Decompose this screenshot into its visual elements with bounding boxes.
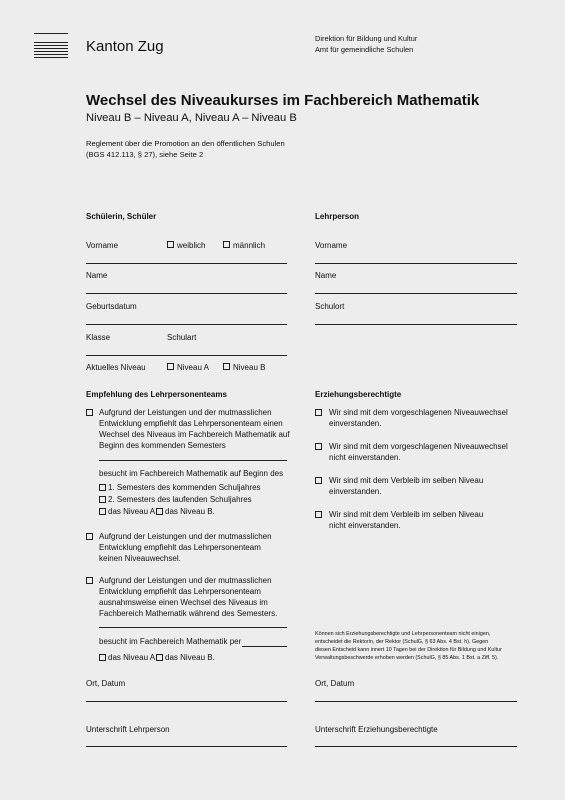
guardian-agree-change-checkbox[interactable] (315, 409, 322, 416)
current-niveau-a-label: Niveau A (177, 363, 210, 372)
target-niveau-b-label: das Niveau B. (165, 507, 215, 516)
klasse-label: Klasse (86, 333, 111, 342)
guardian-disagree-stay-checkbox[interactable] (315, 511, 322, 518)
recommend-no-change-text: Aufgrund der Leistungen und der mutmasslichen Entwicklung empfiehlt das Lehrpersonenteam keinen Niveauwechsel. (99, 532, 272, 563)
student-vorname-label: Vorname (86, 241, 119, 250)
schulart-label: Schulart (167, 333, 197, 342)
current-niveau-b-label: Niveau B (233, 363, 266, 372)
weiblich-checkbox[interactable] (167, 241, 174, 248)
schulort-field[interactable] (315, 324, 517, 325)
target-niveau-a-label: das Niveau A, (108, 507, 158, 516)
semester-2-label: 2. Semesters des laufenden Schuljahres (108, 495, 252, 504)
besucht-beginn-text: besucht im Fachbereich Mathematik auf Beginn des (99, 469, 284, 478)
regulation-line-2: (BGS 412.113, § 27), siehe Seite 2 (86, 150, 204, 159)
unterschrift-lehrperson-label: Unterschrift Lehrperson (86, 725, 170, 734)
exception-niveau-b-checkbox[interactable] (156, 654, 163, 661)
exception-niveau-a-label: das Niveau A, (108, 653, 158, 662)
schulort-label: Schulort (315, 302, 345, 311)
target-niveau-b-checkbox[interactable] (156, 508, 163, 515)
recommend-change-field[interactable] (99, 460, 287, 461)
current-niveau-b-checkbox[interactable] (223, 363, 230, 370)
logo-text: Kanton Zug (86, 38, 164, 55)
ort-datum-left-label: Ort, Datum (86, 679, 126, 688)
recommend-change-checkbox[interactable] (86, 409, 93, 416)
exception-niveau-b-label: das Niveau B. (165, 653, 215, 662)
guardian-disagree-stay-text: Wir sind mit dem Verbleib im selben Niveau nicht einverstanden. (329, 510, 484, 530)
maennlich-checkbox[interactable] (223, 241, 230, 248)
besucht-per-date-field[interactable] (242, 646, 287, 647)
document-title: Wechsel des Niveaukurses im Fachbereich Mathematik (86, 92, 480, 109)
ort-datum-right-field[interactable] (315, 701, 517, 702)
teacher-heading: Lehrperson (315, 212, 360, 221)
weiblich-label: weiblich (177, 241, 206, 250)
ort-datum-left-field[interactable] (86, 701, 287, 702)
aktuelles-niveau-label: Aktuelles Niveau (86, 363, 146, 372)
recommend-exception-text: Aufgrund der Leistungen und der mutmasslichen Entwicklung empfiehlt das Lehrpersonenteam ausnahmsweise einen Wechsel des Niveaus im Fachbereich Mathematik während des Semesters. (99, 576, 278, 618)
student-name-label: Name (86, 271, 108, 280)
recommend-no-change-checkbox[interactable] (86, 533, 93, 540)
guardian-agree-stay-checkbox[interactable] (315, 477, 322, 484)
guardian-agree-change-text: Wir sind mit dem vorgeschlagenen Niveauwechsel einverstanden. (329, 408, 508, 428)
department-line-1: Direktion für Bildung und Kultur (315, 34, 418, 43)
recommend-change-text: Aufgrund der Leistungen und der mutmasslichen Entwicklung empfiehlt das Lehrpersonenteam einen Wechsel des Niveaus im Fachbereich Mathematik auf Beginn des kommenden Semesters (99, 408, 290, 450)
maennlich-label: männlich (233, 241, 266, 250)
document-subtitle: Niveau B – Niveau A, Niveau A – Niveau B (86, 112, 297, 124)
semester-1-label: 1. Semesters des kommenden Schuljahres (108, 483, 261, 492)
klasse-schulart-field[interactable] (86, 355, 287, 356)
current-niveau-a-checkbox[interactable] (167, 363, 174, 370)
dispute-note: Können sich Erziehungsberechtigte und Lehrpersonenteam nicht einigen, entscheidet die Rektorin, der Rektor (SchulG, § 63 Abs. 4 Bst. h). Gegen diesen Entscheid kann innert 10 Tagen bei der Direktion für Bildung und Kultur Verwaltungsbeschwerde erhoben werden (SchulG, § 85 Abs. 1 Bst. a Ziff. 5). (315, 631, 502, 661)
teacher-vorname-field[interactable] (315, 263, 517, 264)
ort-datum-right-label: Ort, Datum (315, 679, 355, 688)
guardian-disagree-change-checkbox[interactable] (315, 443, 322, 450)
student-vorname-field[interactable] (86, 263, 287, 264)
geburtsdatum-field[interactable] (86, 324, 287, 325)
unterschrift-erziehungsberechtigte-field[interactable] (315, 746, 517, 747)
semester-1-checkbox[interactable] (99, 484, 106, 491)
recommend-exception-checkbox[interactable] (86, 577, 93, 584)
unterschrift-erziehungsberechtigte-label: Unterschrift Erziehungsberechtigte (315, 725, 438, 734)
unterschrift-lehrperson-field[interactable] (86, 746, 287, 747)
department-line-2: Amt für gemeindliche Schulen (315, 45, 414, 54)
semester-2-checkbox[interactable] (99, 496, 106, 503)
guardian-disagree-change-text: Wir sind mit dem vorgeschlagenen Niveauwechsel nicht einverstanden. (329, 442, 508, 462)
teacher-name-label: Name (315, 271, 337, 280)
recommend-exception-field[interactable] (99, 627, 287, 628)
guardians-heading: Erziehungsberechtigte (315, 390, 402, 399)
exception-niveau-a-checkbox[interactable] (99, 654, 106, 661)
student-name-field[interactable] (86, 293, 287, 294)
guardian-agree-stay-text: Wir sind mit dem Verbleib im selben Niveau einverstanden. (329, 476, 484, 496)
geburtsdatum-label: Geburtsdatum (86, 302, 137, 311)
target-niveau-a-checkbox[interactable] (99, 508, 106, 515)
recommendation-heading: Empfehlung des Lehrpersonenteams (86, 390, 227, 399)
teacher-vorname-label: Vorname (315, 241, 348, 250)
student-heading: Schülerin, Schüler (86, 212, 157, 221)
teacher-name-field[interactable] (315, 293, 517, 294)
besucht-per-text: besucht im Fachbereich Mathematik per (99, 637, 242, 646)
regulation-line-1: Reglement über die Promotion an den öffentlichen Schulen (86, 139, 285, 148)
